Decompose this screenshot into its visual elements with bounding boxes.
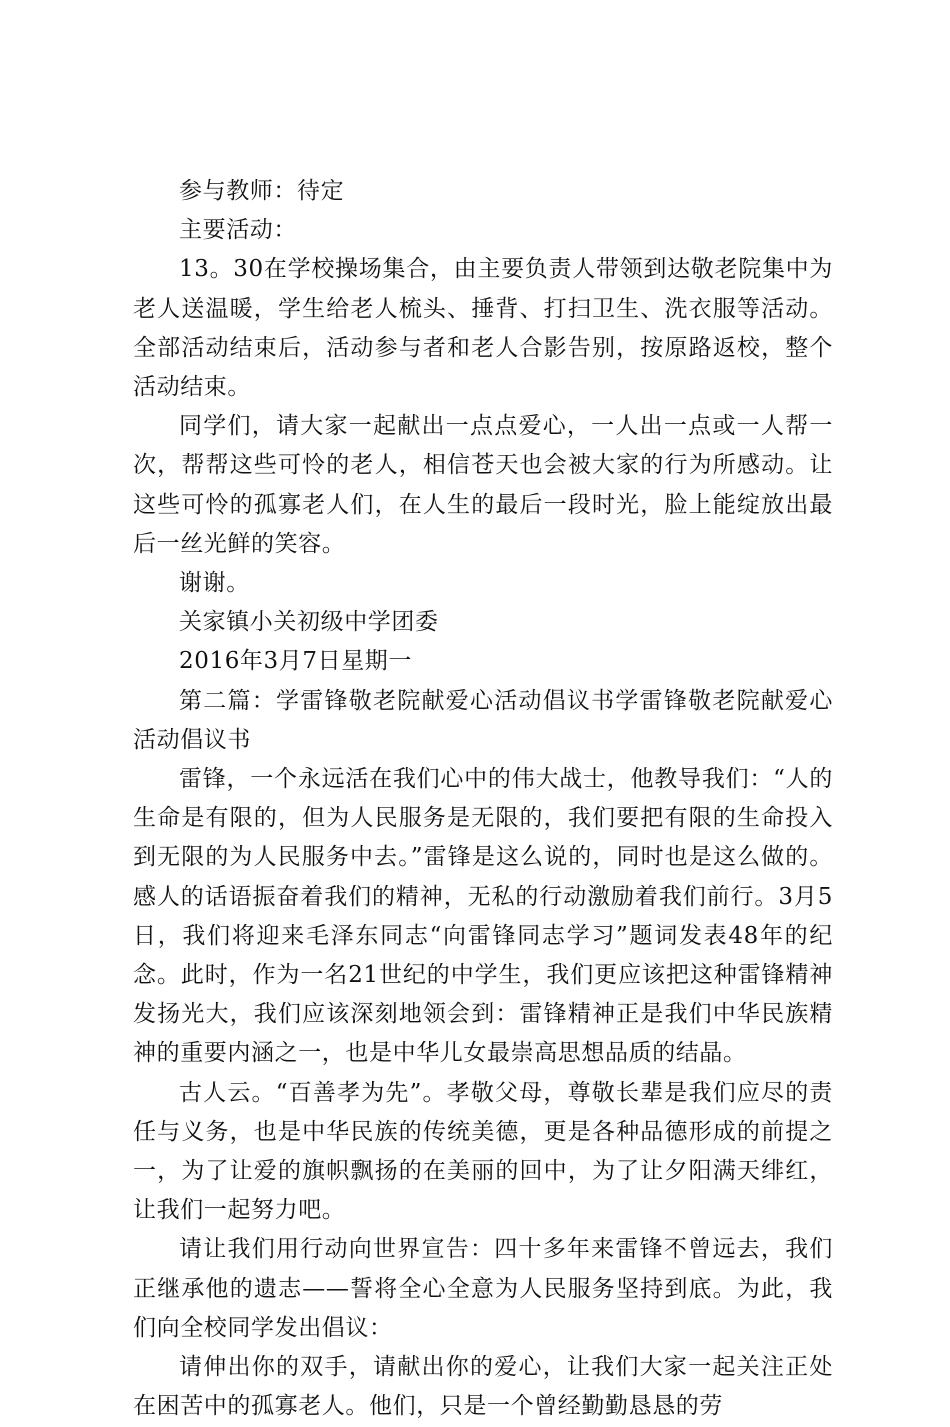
call-to-action-paragraph: 请伸出你的双手，请献出你的爱心，让我们大家一起关注正处在困苦中的孤寡老人。他们，只是一个曾经勤勤恳恳的劳 [133,1354,833,1420]
signature-date: 2016年3月7日星期一 [179,648,412,675]
filial-piety-paragraph: 古人云。“百善孝为先”。孝敬父母，尊敬长辈是我们应尽的责任与义务，也是中华民族的传统美德，更是各种品德形成的前提之一，为了让爱的旗帜飘扬的在美丽的回中，为了让夕阳满天绯红，让我们一起努力吧。 [133,1079,833,1224]
activities-heading: 主要活动： [179,217,297,244]
document-body [133,172,833,1427]
teacher-line: 参与教师：待定 [179,178,345,204]
appeal-paragraph: 同学们，请大家一起献出一点点爱心，一人出一点或一人帮一次，帮帮这些可怜的老人，相信苍天也会被大家的行为所感动。让这些可怜的孤寡老人们，在人生的最后一段时光，脸上能绽放出最后一丝光鲜的笑容。 [133,413,833,557]
thanks-line: 谢谢。 [179,570,250,597]
declaration-paragraph: 请让我们用行动向世界宣告：四十多年来雷锋不曾远去，我们正继承他的遗志——誓将全心全意为人民服务坚持到底。为此，我们向全校同学发出倡议： [133,1236,833,1341]
leifeng-paragraph: 雷锋，一个永远活在我们心中的伟大战士，他教导我们：“人的生命是有限的，但为人民服务是无限的，我们要把有限的生命投入到无限的为人民服务中去。”雷锋是这么说的，同时也是这么做的。感人的话语振奋着我们的精神，无私的行动激励着我们前行。3月5日，我们将迎来毛泽东同志“向雷锋同志学习”题词发表48年的纪念。此时，作为一名21世纪的中学生，我们更应该把这种雷锋精神发扬光大，我们应该深刻地领会到：雷锋精神正是我们中华民族精神的重要内涵之一，也是中华儿女最崇高思想品质的结晶。 [133,766,833,1067]
section-title: 第二篇：学雷锋敬老院献爱心活动倡议书学雷锋敬老院献爱心活动倡议书 [133,687,833,753]
signature-organization: 关家镇小关初级中学团委 [179,609,439,636]
activity-description: 13。30在学校操场集合，由主要负责人带领到达敬老院集中为老人送温暖，学生给老人梳头、捶背、打扫卫生、洗衣服等活动。全部活动结束后，活动参与者和老人合影告别，按原路返校，整个活动结束。 [133,256,833,401]
